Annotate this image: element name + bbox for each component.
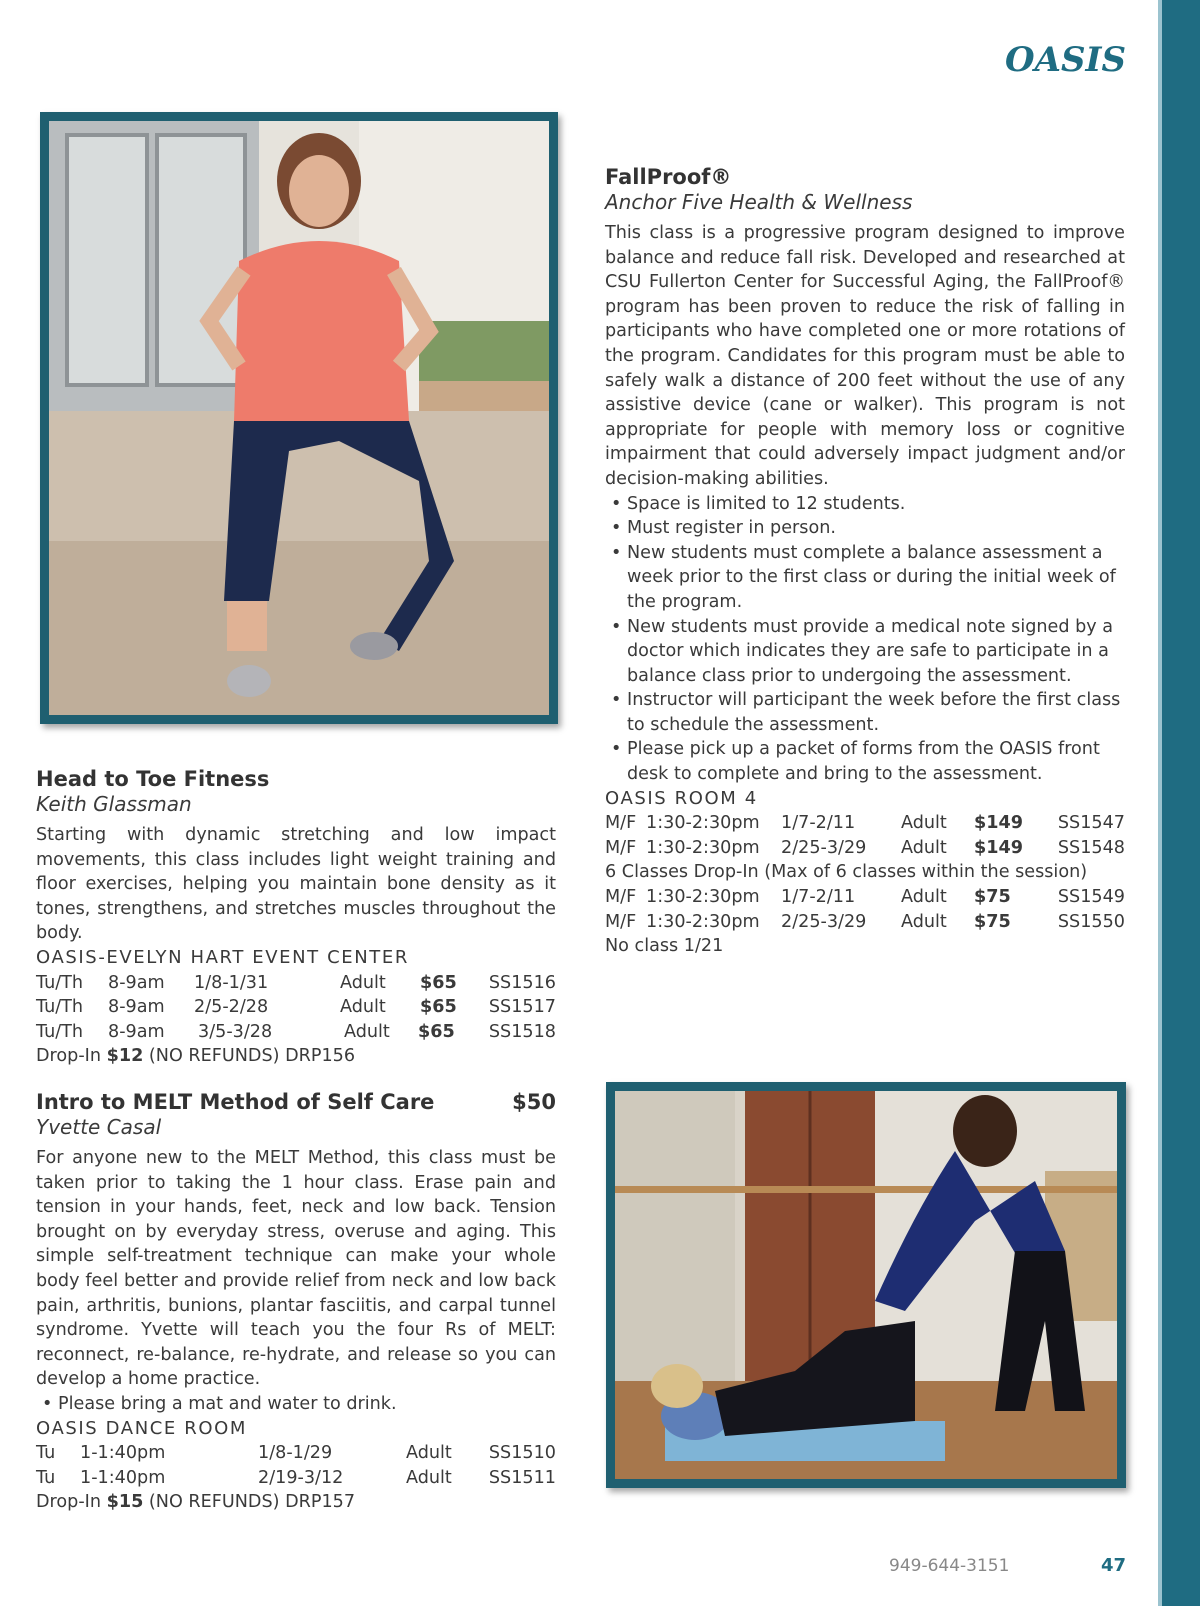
head-to-toe-section	[36, 766, 556, 1069]
fallproof-note: No class 1/21	[605, 936, 724, 957]
fallproof-section	[605, 164, 1125, 959]
fallproof-bullets	[605, 492, 1125, 787]
fallproof-location: OASIS ROOM 4	[605, 787, 758, 809]
head-to-toe-title: Head to Toe Fitness	[36, 767, 270, 791]
schedule-row: M/F 1:30-2:30pm 2/25-3/29 Adult $149 SS1548	[605, 837, 1125, 858]
fallproof-bullet: • New students must complete a balance assessment a week prior to the first class or during the initial week of the program.	[605, 541, 1125, 615]
melt-instructor: Yvette Casal	[36, 1115, 162, 1139]
schedule-row: Tu/Th 8-9am 3/5-3/28 Adult $65 SS1518	[36, 1021, 556, 1042]
melt-photo	[606, 1082, 1126, 1488]
schedule-row: M/F 1:30-2:30pm 2/25-3/29 Adult $75 SS1550	[605, 911, 1125, 932]
edge-accent-bar	[1162, 0, 1200, 1606]
schedule-row: Tu/Th 8-9am 1/8-1/31 Adult $65 SS1516	[36, 972, 556, 993]
page-number: 47	[1101, 1555, 1127, 1576]
melt-bullet: • Please bring a mat and water to drink.	[36, 1392, 556, 1417]
fallproof-bullet: • Space is limited to 12 students.	[605, 492, 1125, 517]
section-title: OASIS	[1004, 40, 1126, 80]
head-to-toe-dropin: Drop-In $12 (NO REFUNDS) DRP156	[36, 1046, 356, 1067]
melt-section	[36, 1089, 556, 1515]
head-to-toe-instructor: Keith Glassman	[36, 792, 192, 816]
schedule-row: Tu 1-1:40pm 2/19-3/12 Adult SS1511	[36, 1467, 556, 1488]
melt-title: Intro to MELT Method of Self Care	[36, 1090, 435, 1114]
melt-dropin: Drop-In $15 (NO REFUNDS) DRP157	[36, 1492, 356, 1513]
fallproof-description: This class is a progressive program designed to improve balance and reduce fall risk. Developed and researched at CSU Fullerton Center for Successful Aging, the FallProof® program has been proven to reduce the risk of falling in participants who have completed one or more rotations of the program. Candidates for this program must be able to safely walk a distance of 200 feet without the use of any assistive device (cane or walker). This program is not appropriate for people with memory loss or cognitive impairment that could adversely impact judgment and/or decision-making abilities.	[605, 223, 1125, 489]
fallproof-bullet: • Instructor will participant the week before the first class to schedule the assessment.	[605, 688, 1125, 737]
schedule-row: Tu/Th 8-9am 2/5-2/28 Adult $65 SS1517	[36, 997, 556, 1018]
head-to-toe-description: Starting with dynamic stretching and low impact movements, this class includes light weight training and floor exercises, helping you maintain bone density as it tones, strengthens, and stretches muscles throughout the body.	[36, 825, 556, 944]
balance-photo	[40, 112, 558, 724]
fallproof-dropin-label: 6 Classes Drop-In (Max of 6 classes within the session)	[605, 862, 1088, 883]
head-to-toe-location: OASIS-EVELYN HART EVENT CENTER	[36, 946, 409, 968]
fallproof-bullet: • Must register in person.	[605, 516, 1125, 541]
fallproof-title: FallProof®	[605, 165, 732, 189]
schedule-row: Tu 1-1:40pm 1/8-1/29 Adult SS1510	[36, 1443, 556, 1464]
schedule-row: M/F 1:30-2:30pm 1/7-2/11 Adult $149 SS1547	[605, 813, 1125, 834]
fallproof-instructor: Anchor Five Health & Wellness	[605, 190, 913, 214]
fallproof-bullet: • Please pick up a packet of forms from the OASIS front desk to complete and bring to the assessment.	[605, 737, 1125, 786]
melt-heading	[36, 1089, 556, 1115]
melt-description: For anyone new to the MELT Method, this class must be taken prior to taking the 1 hour class. Erase pain and tension in your hands, feet, neck and low back. Tension brought on by everyday stress, overuse and aging. This simple self-treatment technique can make your whole body feel better and provide relief from neck and low back pain, arthritis, bunions, plantar fasciitis, and carpal tunnel syndrome. Yvette will teach you the four Rs of MELT: reconnect, re-balance, re-hydrate, and release so you can develop a home practice.	[36, 1148, 556, 1390]
melt-price: $50	[512, 1090, 556, 1114]
fallproof-bullet: • New students must provide a medical note signed by a doctor which indicates they are safe to participate in a balance class prior to undergoing the assessment.	[605, 615, 1125, 689]
schedule-row: M/F 1:30-2:30pm 1/7-2/11 Adult $75 SS1549	[605, 887, 1125, 908]
melt-location: OASIS DANCE ROOM	[36, 1417, 248, 1439]
footer-phone: 949-644-3151	[889, 1556, 1010, 1576]
